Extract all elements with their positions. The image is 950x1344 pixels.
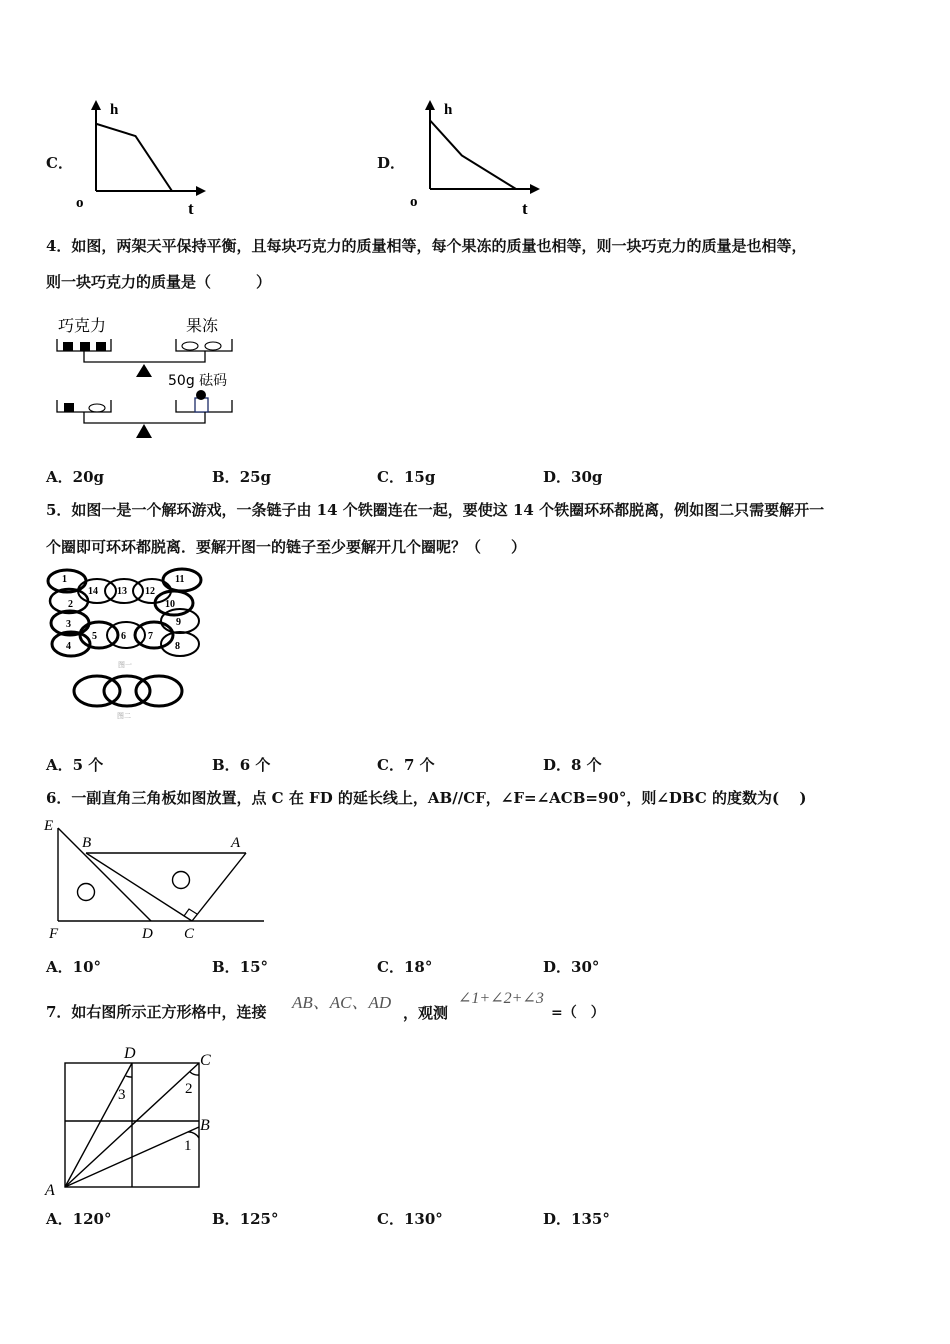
point-b-label: B <box>82 835 92 851</box>
q7-option-a[interactable]: A．120° <box>46 1210 112 1228</box>
point-b-label: B <box>200 1117 210 1134</box>
q6-option-d[interactable]: D．30° <box>543 958 600 976</box>
ring-label: 13 <box>117 586 127 597</box>
axis-h-label: h <box>110 102 119 118</box>
angle-2-arc <box>190 1072 199 1075</box>
figure-two-caption: 图二 <box>117 712 131 720</box>
angle-2-label: 2 <box>185 1081 193 1097</box>
chocolate-block <box>96 342 106 351</box>
axis-h-label: h <box>444 102 453 118</box>
point-a-label: A <box>45 1182 55 1199</box>
q7-option-b[interactable]: B．125° <box>212 1210 279 1228</box>
angle-3-arc <box>126 1076 132 1077</box>
q7-text-middle: ，观测 <box>403 1004 449 1022</box>
chocolate-block <box>63 342 73 351</box>
q4-text-line1: 4．如图，两架天平保持平衡，且每块巧克力的质量相等，每个果冻的质量也相等，则一块巧克力的质量是也相等， <box>46 237 807 255</box>
ring-label: 10 <box>165 599 175 610</box>
ring-label: 14 <box>88 586 98 597</box>
q4-text-line2: 则一块巧克力的质量是（ ） <box>46 273 272 291</box>
fulcrum <box>136 364 152 377</box>
q3-graph-d <box>402 96 547 218</box>
triangle-hole <box>173 872 190 889</box>
jelly <box>182 342 198 350</box>
figure-one-caption: 图一 <box>118 661 132 669</box>
line-ac <box>192 853 246 921</box>
point-d-label: D <box>124 1045 136 1062</box>
point-d-label: D <box>142 926 153 942</box>
weight-knob <box>196 390 206 400</box>
point-f-label: F <box>49 926 59 942</box>
ring-label: 1 <box>62 574 67 585</box>
weight-label: 50g 砝码 <box>168 373 228 389</box>
ring-label: 6 <box>121 631 126 642</box>
q7-grid-figure <box>40 1040 220 1200</box>
ring-label: 4 <box>66 641 71 652</box>
q5-text-line2: 个圈即可环环都脱离．要解开图一的链子至少要解开几个圈呢？（ ） <box>46 538 527 556</box>
line-ad <box>65 1063 132 1187</box>
q5-option-d[interactable]: D．8 个 <box>543 756 602 774</box>
ring-label: 7 <box>148 631 153 642</box>
q4-balance-figure <box>50 312 250 442</box>
chocolate-block <box>64 403 74 412</box>
q4-option-b[interactable]: B．25g <box>212 468 272 486</box>
point-e-label: E <box>44 818 54 834</box>
point-c-label: C <box>184 926 195 942</box>
q7-option-d[interactable]: D．135° <box>543 1210 610 1228</box>
chocolate-block <box>80 342 90 351</box>
point-c-label: C <box>200 1052 211 1069</box>
fulcrum <box>136 424 152 438</box>
ring-label: 8 <box>175 641 180 652</box>
triangle-hole <box>78 884 95 901</box>
angle-1-label: 1 <box>184 1138 192 1154</box>
q3-option-c-label[interactable]: C． <box>46 154 73 172</box>
q6-option-b[interactable]: B．15° <box>212 958 269 976</box>
q7-angles-formula: ∠1+∠2+∠3 <box>458 990 544 1007</box>
graph-d-line <box>430 120 516 189</box>
ring-label: 3 <box>66 619 71 630</box>
q7-option-c[interactable]: C．130° <box>377 1210 443 1228</box>
ring <box>136 676 182 706</box>
axis-t-label: t <box>188 199 194 218</box>
ring-label: 2 <box>68 599 73 610</box>
q3-graph-c <box>66 96 211 218</box>
ring-label: 5 <box>92 631 97 642</box>
q5-option-a[interactable]: A．5 个 <box>46 756 104 774</box>
q5-option-b[interactable]: B．6 个 <box>212 756 271 774</box>
q6-option-c[interactable]: C．18° <box>377 958 433 976</box>
graph-c-line <box>96 124 172 191</box>
ring-label: 9 <box>176 617 181 628</box>
jelly <box>205 342 221 350</box>
q4-option-d[interactable]: D．30g <box>543 468 603 486</box>
q5-option-c[interactable]: C．7 个 <box>377 756 435 774</box>
ring-label: 12 <box>145 586 155 597</box>
q5-text-line1: 5．如图一是一个解环游戏，一条链子由 14 个铁圈连在一起，要使这 14 个铁圈环环都脱离，例如图二只需要解开一 <box>46 501 825 519</box>
jelly-label: 果冻 <box>186 316 219 335</box>
q6-text-line1: 6．一副直角三角板如图放置，点 C 在 FD 的延长线上，AB//CF，∠F=∠ACB=90°，则∠DBC 的度数为( ) <box>46 789 807 807</box>
q4-option-c[interactable]: C．15g <box>377 468 436 486</box>
point-a-label: A <box>231 835 241 851</box>
chocolate-label: 巧克力 <box>58 316 107 335</box>
weight-block <box>195 398 208 412</box>
q5-ring-figure <box>44 567 210 725</box>
right-angle-mark <box>184 909 197 916</box>
q7-text-prefix: 7．如右图所示正方形格中，连接 <box>46 1003 267 1021</box>
line-ed <box>58 828 151 921</box>
q7-text-suffix: =（ ） <box>551 1005 605 1021</box>
q4-option-a[interactable]: A．20g <box>46 468 105 486</box>
q7-segments-formula: AB、AC、AD <box>292 993 392 1012</box>
q3-option-d-label[interactable]: D． <box>377 154 406 172</box>
origin-label: o <box>410 194 418 210</box>
origin-label: o <box>76 195 84 211</box>
axis-t-label: t <box>522 199 528 218</box>
q6-triangle-figure <box>40 812 270 944</box>
jelly <box>89 404 105 412</box>
ring-label: 11 <box>175 574 185 585</box>
q6-option-a[interactable]: A．10° <box>46 958 102 976</box>
angle-3-label: 3 <box>118 1087 126 1103</box>
